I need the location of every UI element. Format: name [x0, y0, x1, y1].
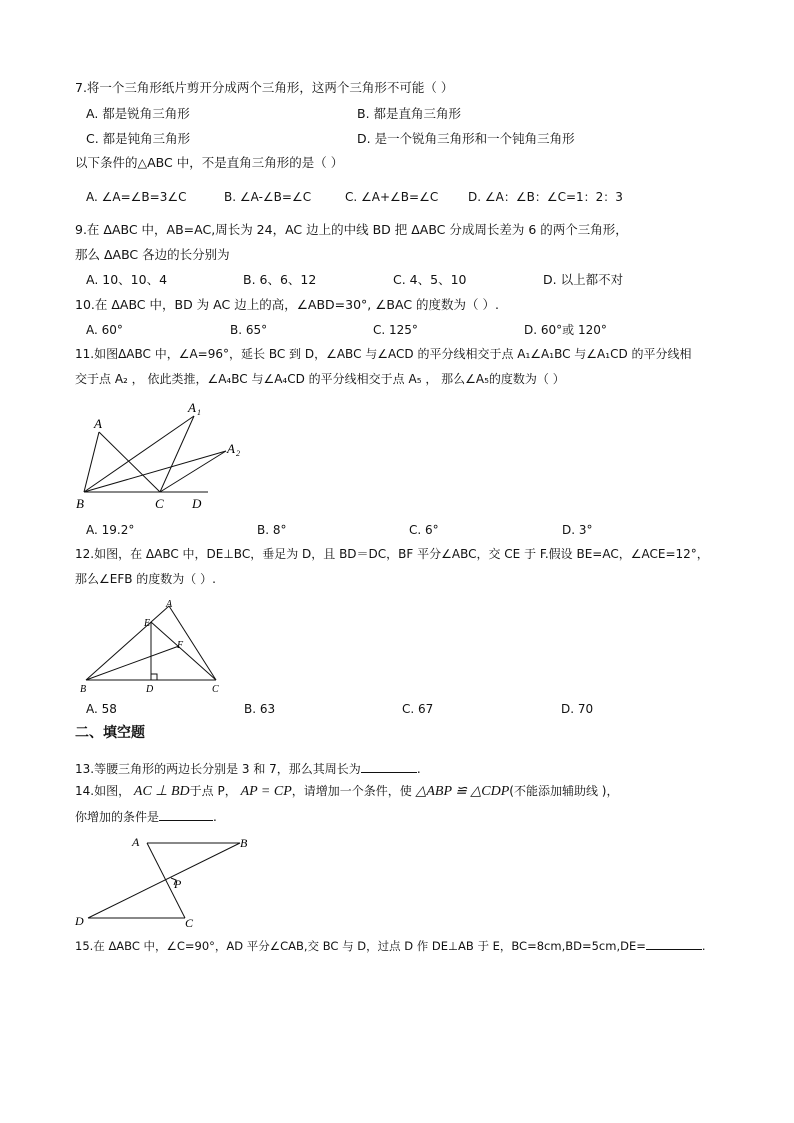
q11-label-c: C	[155, 496, 164, 511]
q14-figure	[72, 832, 262, 932]
q11-option-c: C. 6°	[409, 523, 439, 537]
q8-option-b: B. ∠A-∠B=∠C	[224, 190, 312, 204]
q14-mid2: ，请增加一个条件，使	[291, 784, 412, 798]
q7-stem: 7.将一个三角形纸片剪开分成两个三角形，这两个三角形不可能（ ）	[75, 80, 454, 95]
q10-option-d: D. 60°或 120°	[524, 323, 607, 337]
q12-label-e: E	[144, 618, 151, 629]
q9-stem-line2: 那么 ΔABC 各边的长分别为	[75, 247, 230, 262]
q9-option-d: D. 以上都不对	[543, 272, 624, 287]
q8-option-d: D. ∠A：∠B：∠C=1：2：3	[468, 190, 623, 204]
q9-option-c: C. 4、5、10	[393, 272, 467, 287]
q14-answer-blank[interactable]	[159, 808, 213, 821]
q7-option-b: B. 都是直角三角形	[357, 106, 462, 121]
q11-stem-line2: 交于点 A₂ ， 依此类推，∠A₄BC 与∠A₄CD 的平分线相交于点 A₅ ， 那么∠A₅的度数为（ ）	[75, 372, 565, 386]
q10-option-a: A. 60°	[86, 323, 123, 337]
q15-answer-blank[interactable]	[646, 937, 702, 950]
q12-label-d: D	[146, 684, 154, 694]
q11-label-a1: A	[188, 400, 196, 415]
q12-label-f: F	[177, 640, 184, 651]
q13-period: .	[416, 762, 421, 776]
q14-stem-line1	[75, 783, 618, 800]
q14-line2-period: .	[213, 810, 217, 824]
q9-stem-line1: 9.在 ΔABC 中，AB=AC,周长为 24，AC 边上的中线 BD 把 ΔABC 分成周长差为 6 的两个三角形，	[75, 222, 628, 237]
q7-option-d: D. 是一个锐角三角形和一个钝角三角形	[357, 131, 575, 146]
q11-figure	[70, 396, 260, 514]
q14-label-p: P	[174, 877, 182, 891]
q11-option-b: B. 8°	[257, 523, 287, 537]
q14-label-a: A	[132, 835, 140, 849]
q11-label-a2-sub: 2	[236, 449, 240, 458]
q14-prefix: 14.如图，	[75, 784, 131, 798]
q14-line2-text: 你增加的条件是	[75, 810, 160, 824]
q14-math-congruent: △ABP ≌ △CDP	[415, 784, 510, 799]
q14-math-perpendicular: AC ⊥ BD	[133, 784, 190, 799]
q12-option-d: D. 70	[561, 702, 594, 716]
q11-label-b: B	[76, 496, 84, 511]
q10-stem: 10.在 ΔABC 中，BD 为 AC 边上的高，∠ABD=30°, ∠BAC 的度数为（ ）.	[75, 297, 499, 312]
q15-text: 15.在 ΔABC 中，∠C=90°，AD 平分∠CAB,交 BC 与 D，过点 D 作 DE⊥AB 于 E，BC=8cm,BD=5cm,DE=	[75, 939, 646, 953]
q14-mid1: 于点 P，	[189, 784, 237, 798]
q14-label-b: B	[240, 836, 248, 850]
q11-label-a1-sub: 1	[197, 408, 201, 417]
q15-stem	[75, 937, 706, 954]
q14-suffix: (不能添加辅助线 )，	[509, 784, 619, 798]
q12-label-c: C	[212, 684, 219, 694]
q10-option-b: B. 65°	[230, 323, 268, 337]
q13-stem	[75, 760, 421, 777]
q8-stem: 以下条件的△ABC 中，不是直角三角形的是（ ）	[75, 155, 344, 170]
q11-option-d: D. 3°	[562, 523, 593, 537]
q14-label-c: C	[185, 916, 194, 930]
q14-stem-line2	[75, 808, 217, 825]
q11-label-d: D	[192, 496, 202, 511]
q12-option-b: B. 63	[244, 702, 276, 716]
q9-option-b: B. 6、6、12	[243, 272, 317, 287]
q12-figure	[76, 596, 226, 694]
q12-stem-line2: 那么∠EFB 的度数为（ ）.	[75, 572, 216, 586]
q11-label-a: A	[94, 416, 102, 431]
q12-option-c: C. 67	[402, 702, 434, 716]
q9-option-a: A. 10、10、4	[86, 272, 168, 287]
q14-math-equal: AP = CP	[240, 784, 292, 799]
q12-label-a: A	[166, 599, 173, 610]
q11-option-a: A. 19.2°	[86, 523, 135, 537]
q12-stem-line1: 12.如图，在 ΔABC 中，DE⊥BC，垂足为 D，且 BD＝DC，BF 平分∠ABC，交 CE 于 F.假设 BE=AC，∠ACE=12°，	[75, 547, 709, 561]
q12-label-b: B	[80, 684, 87, 694]
q14-label-d: D	[75, 914, 84, 928]
section-title-fill-in: 二、填空题	[75, 725, 145, 741]
q10-option-c: C. 125°	[373, 323, 418, 337]
q12-option-a: A. 58	[86, 702, 117, 716]
q13-answer-blank[interactable]	[361, 760, 417, 773]
q8-option-c: C. ∠A+∠B=∠C	[345, 190, 439, 204]
q7-option-a: A. 都是锐角三角形	[86, 106, 190, 121]
q15-period: .	[701, 939, 706, 953]
q8-option-a: A. ∠A=∠B=3∠C	[86, 190, 187, 204]
q13-text: 13.等腰三角形的两边长分别是 3 和 7，那么其周长为	[75, 762, 361, 776]
q11-stem-line1: 11.如图ΔABC 中，∠A=96°，延长 BC 到 D，∠ABC 与∠ACD 的平分线相交于点 A₁∠A₁BC 与∠A₁CD 的平分线相	[75, 347, 692, 361]
q11-label-a2: A	[227, 441, 235, 456]
q7-option-c: C. 都是钝角三角形	[86, 131, 191, 146]
